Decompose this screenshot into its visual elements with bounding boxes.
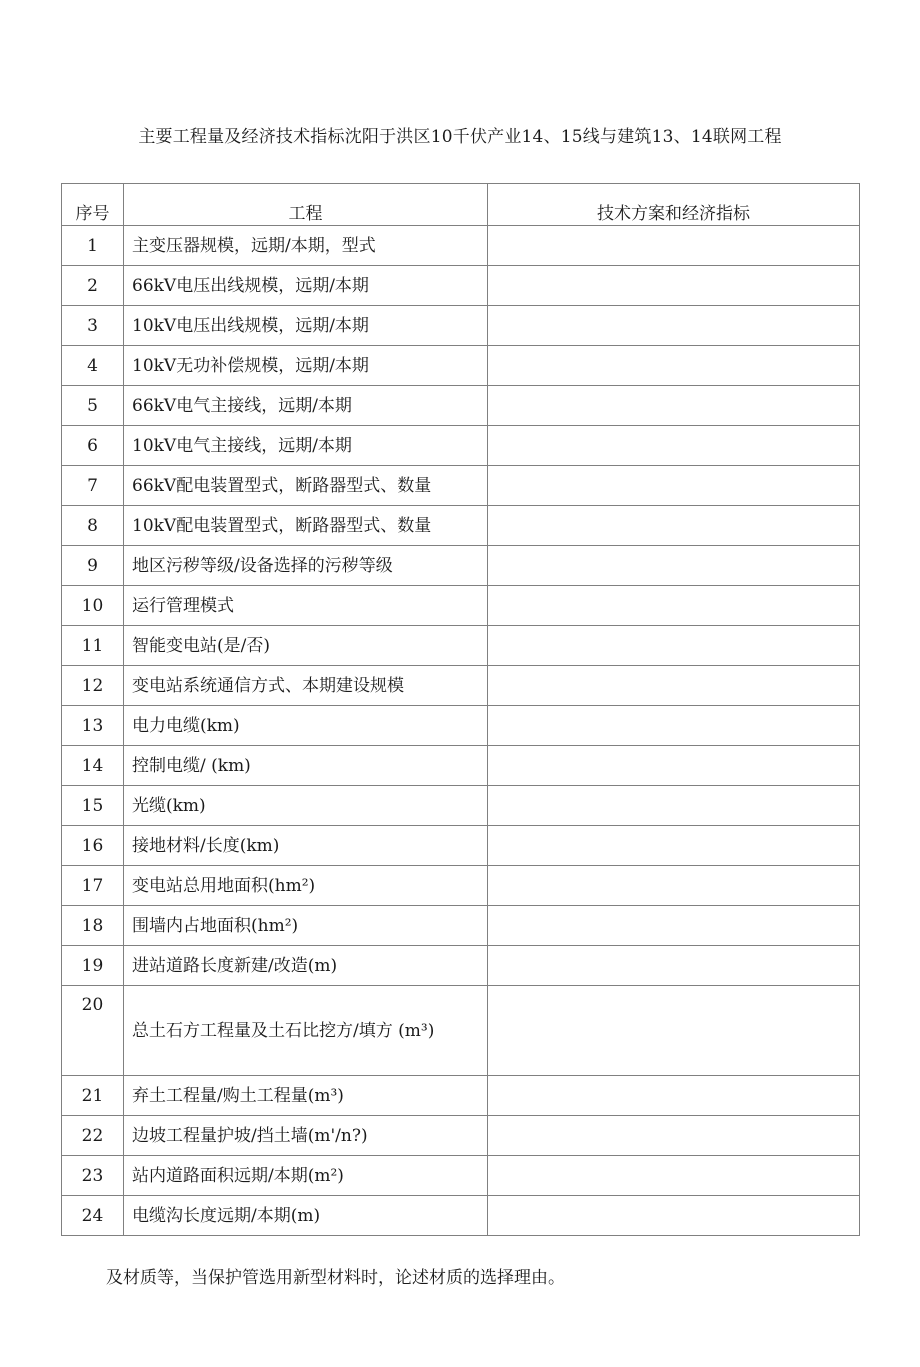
row-number: 11 xyxy=(62,626,124,666)
row-spec xyxy=(488,906,860,946)
table-row xyxy=(62,826,860,866)
table-row xyxy=(62,426,860,466)
table-row xyxy=(62,266,860,306)
row-spec xyxy=(488,1156,860,1196)
row-number: 14 xyxy=(62,746,124,786)
row-spec xyxy=(488,346,860,386)
document-title: 主要工程量及经济技术指标沈阳于洪区10千伏产业14、15线与建筑13、14联网工程 xyxy=(138,127,782,147)
row-spec xyxy=(488,386,860,426)
row-item: 总土石方工程量及土石比挖方/填方 (m³) xyxy=(124,986,488,1076)
row-item: 边坡工程量护坡/挡土墙(m'/n?) xyxy=(124,1116,488,1156)
row-item: 进站道路长度新建/改造(m) xyxy=(124,946,488,986)
row-number: 3 xyxy=(62,306,124,346)
row-spec xyxy=(488,1076,860,1116)
row-spec xyxy=(488,946,860,986)
row-item: 电力电缆(km) xyxy=(124,706,488,746)
row-item: 变电站总用地面积(hm²) xyxy=(124,866,488,906)
row-number: 10 xyxy=(62,586,124,626)
row-number: 21 xyxy=(62,1076,124,1116)
table-row xyxy=(62,386,860,426)
table-row xyxy=(62,906,860,946)
row-item: 66kV配电装置型式，断路器型式、数量 xyxy=(124,466,488,506)
row-item: 10kV电气主接线，远期/本期 xyxy=(124,426,488,466)
table-row xyxy=(62,226,860,266)
header-item: 工程 xyxy=(124,184,488,226)
table-row xyxy=(62,506,860,546)
row-spec xyxy=(488,666,860,706)
row-number: 22 xyxy=(62,1116,124,1156)
table-row xyxy=(62,626,860,666)
row-number: 1 xyxy=(62,226,124,266)
table-row xyxy=(62,706,860,746)
row-spec xyxy=(488,306,860,346)
engineering-indicators-table xyxy=(61,183,860,1236)
table-row xyxy=(62,546,860,586)
row-number: 4 xyxy=(62,346,124,386)
table-row xyxy=(62,866,860,906)
row-number: 13 xyxy=(62,706,124,746)
row-item: 主变压器规模，远期/本期，型式 xyxy=(124,226,488,266)
header-spec: 技术方案和经济指标 xyxy=(488,184,860,226)
row-item: 电缆沟长度远期/本期(m) xyxy=(124,1196,488,1236)
table-row xyxy=(62,1116,860,1156)
row-spec xyxy=(488,506,860,546)
row-item: 10kV电压出线规模，远期/本期 xyxy=(124,306,488,346)
row-item: 弃土工程量/购土工程量(m³) xyxy=(124,1076,488,1116)
row-spec xyxy=(488,626,860,666)
row-spec xyxy=(488,426,860,466)
row-number: 19 xyxy=(62,946,124,986)
row-number: 18 xyxy=(62,906,124,946)
row-item: 变电站系统通信方式、本期建设规模 xyxy=(124,666,488,706)
row-number: 17 xyxy=(62,866,124,906)
row-item: 66kV电气主接线，远期/本期 xyxy=(124,386,488,426)
row-item: 66kV电压出线规模，远期/本期 xyxy=(124,266,488,306)
row-number: 16 xyxy=(62,826,124,866)
table-row xyxy=(62,306,860,346)
row-number: 24 xyxy=(62,1196,124,1236)
table-row xyxy=(62,1156,860,1196)
table-row xyxy=(62,786,860,826)
row-spec xyxy=(488,466,860,506)
row-item: 10kV配电装置型式，断路器型式、数量 xyxy=(124,506,488,546)
row-number: 2 xyxy=(62,266,124,306)
row-spec xyxy=(488,986,860,1076)
row-number: 9 xyxy=(62,546,124,586)
table-row xyxy=(62,346,860,386)
row-spec xyxy=(488,826,860,866)
row-number: 7 xyxy=(62,466,124,506)
row-number: 12 xyxy=(62,666,124,706)
row-number: 8 xyxy=(62,506,124,546)
header-number: 序号 xyxy=(62,184,124,226)
row-spec xyxy=(488,1196,860,1236)
row-spec xyxy=(488,866,860,906)
row-spec xyxy=(488,546,860,586)
row-spec xyxy=(488,786,860,826)
row-number: 15 xyxy=(62,786,124,826)
table-row xyxy=(62,1196,860,1236)
row-item: 接地材料/长度(km) xyxy=(124,826,488,866)
row-number: 23 xyxy=(62,1156,124,1196)
row-spec xyxy=(488,226,860,266)
row-item: 10kV无功补偿规模，远期/本期 xyxy=(124,346,488,386)
table-row xyxy=(62,586,860,626)
row-spec xyxy=(488,586,860,626)
footer-note: 及材质等，当保护管选用新型材料时，论述材质的选择理由。 xyxy=(106,1268,565,1288)
table-row xyxy=(62,946,860,986)
row-number: 5 xyxy=(62,386,124,426)
row-item: 光缆(km) xyxy=(124,786,488,826)
row-item: 站内道路面积远期/本期(m²) xyxy=(124,1156,488,1196)
table-header-row xyxy=(62,184,860,226)
table-row xyxy=(62,986,860,1076)
row-item: 运行管理模式 xyxy=(124,586,488,626)
row-item: 地区污秽等级/设备选择的污秽等级 xyxy=(124,546,488,586)
table-row xyxy=(62,746,860,786)
row-spec xyxy=(488,1116,860,1156)
row-number: 6 xyxy=(62,426,124,466)
row-spec xyxy=(488,706,860,746)
table-row xyxy=(62,466,860,506)
row-number: 20 xyxy=(62,986,124,1076)
row-item: 围墙内占地面积(hm²) xyxy=(124,906,488,946)
row-spec xyxy=(488,746,860,786)
table-row xyxy=(62,666,860,706)
row-item: 控制电缆/ (km) xyxy=(124,746,488,786)
row-spec xyxy=(488,266,860,306)
row-item: 智能变电站(是/否) xyxy=(124,626,488,666)
table-row xyxy=(62,1076,860,1116)
